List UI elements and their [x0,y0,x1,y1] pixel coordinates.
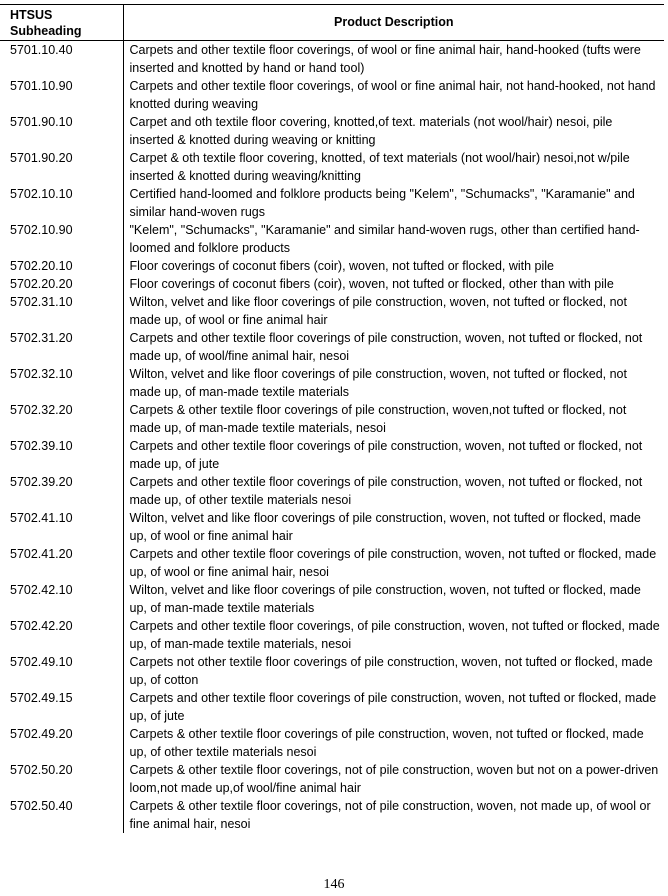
product-description-cell: Carpets & other textile floor coverings, not of pile construction, woven, not made up, of wool or fine animal hair, nesoi [123,797,664,833]
table-row [0,185,664,221]
product-description-cell: Carpets & other textile floor coverings of pile construction, woven, not tufted or flocked, made up, of other textile materials nesoi [123,725,664,761]
htsus-code-cell: 5702.49.20 [10,727,73,741]
product-description-cell: Carpets and other textile floor coverings of pile construction, woven, not tufted or flocked, not made up, of wool/fine animal hair, nesoi [123,329,664,365]
htsus-code-cell: 5702.32.10 [10,367,73,381]
htsus-code-cell: 5702.42.10 [10,583,73,597]
htsus-code-cell: 5701.90.10 [10,115,73,129]
table-row [0,473,664,509]
product-description-cell: Carpets and other textile floor coverings of pile construction, woven, not tufted or flocked, made up, of wool or fine animal hair, nesoi [123,545,664,581]
table-row [0,149,664,185]
header-row [0,5,664,41]
htsus-code-cell: 5702.31.10 [10,295,73,309]
product-description-cell: Floor coverings of coconut fibers (coir), woven, not tufted or flocked, other than with pile [123,275,664,293]
htsus-code-cell: 5702.50.40 [10,799,73,813]
product-description-cell: "Kelem", "Schumacks", "Karamanie" and similar hand-woven rugs, other than certified hand-loomed and folklore products [123,221,664,257]
htsus-product-table [0,4,664,833]
table-row [0,437,664,473]
product-description-cell: Wilton, velvet and like floor coverings of pile construction, woven, not tufted or flocked, not made up, of man-made textile materials [123,365,664,401]
table-row [0,401,664,437]
htsus-code-cell: 5702.10.10 [10,187,73,201]
htsus-code-cell: 5702.41.20 [10,547,73,561]
product-description-cell: Carpet & oth textile floor covering, knotted, of text materials (not wool/hair) nesoi,not w/pile inserted & knotted during weaving/knitting [123,149,664,185]
htsus-code-cell: 5702.20.10 [10,259,73,273]
product-description-cell: Wilton, velvet and like floor coverings of pile construction, woven, not tufted or flocked, made up, of wool or fine animal hair [123,509,664,545]
header-htsus-subheading [0,5,123,41]
table-row [0,761,664,797]
htsus-code-cell: 5702.20.20 [10,277,73,291]
product-description-cell: Certified hand-loomed and folklore products being "Kelem", "Schumacks", "Karamanie" and similar hand-woven rugs [123,185,664,221]
table-row [0,293,664,329]
htsus-table-container [0,4,664,833]
table-row [0,581,664,617]
product-description-cell: Floor coverings of coconut fibers (coir), woven, not tufted or flocked, with pile [123,257,664,275]
product-description-cell: Carpets and other textile floor coverings of pile construction, woven, not tufted or flocked, not made up, of other textile materials nesoi [123,473,664,509]
htsus-code-cell: 5702.39.10 [10,439,73,453]
table-row [0,689,664,725]
product-description-cell: Carpets & other textile floor coverings of pile construction, woven,not tufted or flocked, not made up, of man-made textile materials, nesoi [123,401,664,437]
table-row [0,509,664,545]
htsus-code-cell: 5701.10.40 [10,43,73,57]
product-description-cell: Carpets & other textile floor coverings, not of pile construction, woven but not on a power-driven loom,not made up,of wool/fine animal hair [123,761,664,797]
htsus-code-cell: 5702.41.10 [10,511,73,525]
table-header [0,5,664,41]
table-row [0,545,664,581]
header-code-line2: Subheading [10,24,82,38]
table-row [0,113,664,149]
htsus-code-cell: 5702.39.20 [10,475,73,489]
table-row [0,797,664,833]
htsus-code-cell: 5702.50.20 [10,763,73,777]
htsus-code-cell: 5701.10.90 [10,79,73,93]
header-product-description: Product Description [123,5,664,41]
header-code-line1: HTSUS [10,8,53,22]
htsus-code-cell: 5702.32.20 [10,403,73,417]
table-row [0,275,664,293]
product-description-cell: Carpets and other textile floor coverings, of wool or fine animal hair, hand-hooked (tufts were inserted and knotted by hand or hand tool) [123,41,664,78]
table-body [0,41,664,834]
table-row [0,365,664,401]
htsus-code-cell: 5702.49.10 [10,655,73,669]
table-row [0,653,664,689]
product-description-cell: Carpets and other textile floor coverings, of pile construction, woven, not tufted or flocked, made up, of man-made textile materials, nesoi [123,617,664,653]
product-description-cell: Carpets and other textile floor coverings of pile construction, woven, not tufted or flocked, not made up, of jute [123,437,664,473]
table-row [0,725,664,761]
page-number: 146 [323,877,345,892]
table-row [0,221,664,257]
product-description-cell: Carpets and other textile floor coverings of pile construction, woven, not tufted or flocked, made up, of jute [123,689,664,725]
htsus-code-cell: 5702.31.20 [10,331,73,345]
table-row [0,617,664,653]
htsus-code-cell: 5702.49.15 [10,691,73,705]
product-description-cell: Carpets and other textile floor coverings, of wool or fine animal hair, not hand-hooked, not hand knotted during weaving [123,77,664,113]
product-description-cell: Wilton, velvet and like floor coverings of pile construction, woven, not tufted or flocked, not made up, of wool or fine animal hair [123,293,664,329]
htsus-code-cell: 5702.10.90 [10,223,73,237]
htsus-code-cell: 5701.90.20 [10,151,73,165]
product-description-cell: Wilton, velvet and like floor coverings of pile construction, woven, not tufted or flocked, made up, of man-made textile materials [123,581,664,617]
table-row [0,77,664,113]
product-description-cell: Carpets not other textile floor coverings of pile construction, woven, not tufted or flocked, made up, of cotton [123,653,664,689]
htsus-code-cell: 5702.42.20 [10,619,73,633]
table-row [0,257,664,275]
table-row [0,41,664,78]
product-description-cell: Carpet and oth textile floor covering, knotted,of text. materials (not wool/hair) nesoi, pile inserted & knotted during weaving or knitting [123,113,664,149]
table-row [0,329,664,365]
